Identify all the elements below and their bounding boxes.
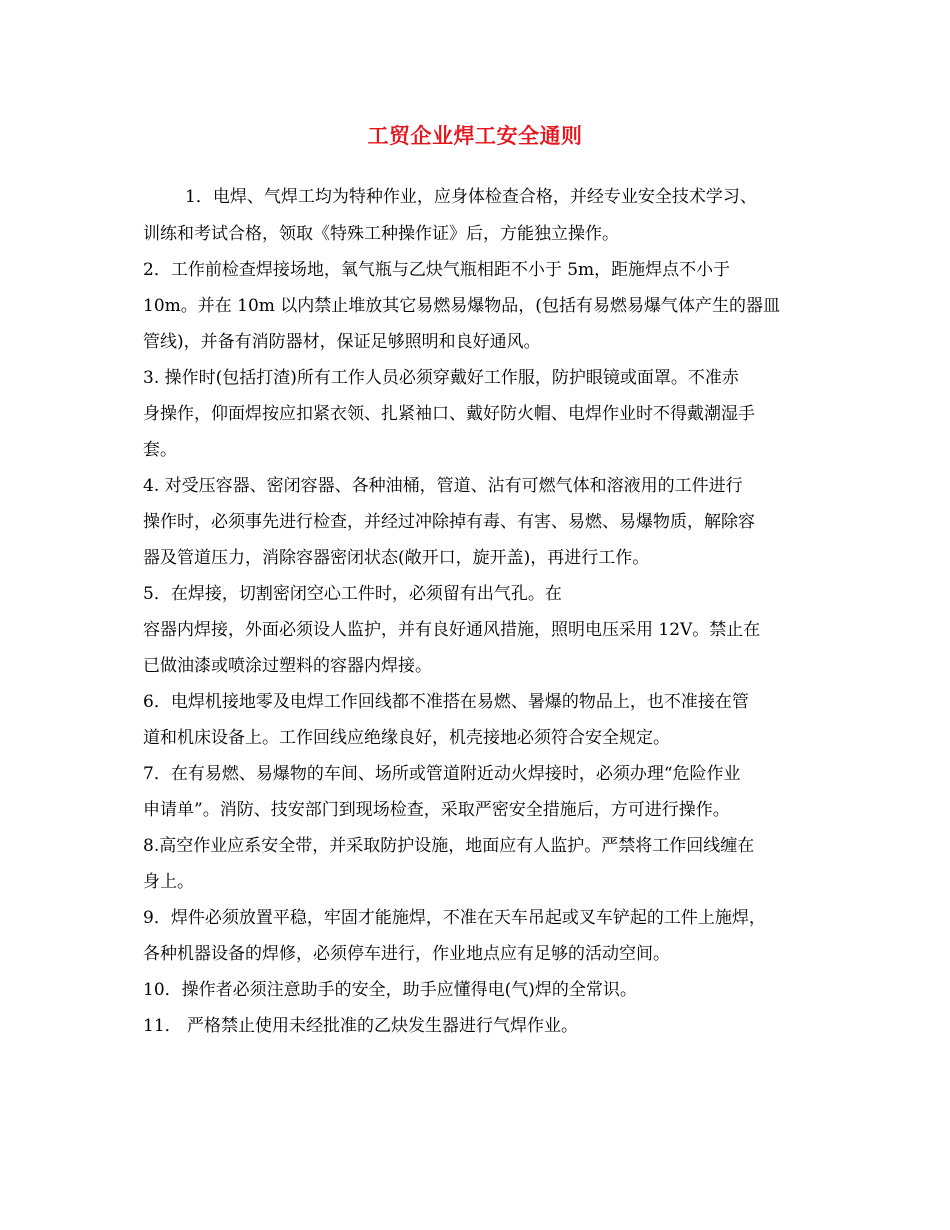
text-line: 4. 对受压容器、密闭容器、各种油桶，管道、沾有可燃气体和溶液用的工件进行 xyxy=(143,476,743,496)
text-line: 1．电焊、气焊工均为特种作业，应身体检查合格，并经专业安全技术学习、 xyxy=(185,187,757,207)
text-line: 道和机床设备上。工作回线应绝缘良好，机壳接地必须符合安全规定。 xyxy=(143,728,670,748)
text-line: 申请单”。消防、技安部门到现场检查，采取严密安全措施后，方可进行操作。 xyxy=(143,800,730,820)
text-line: 9．焊件必须放置平稳，牢固才能施焊，不准在天车吊起或叉车铲起的工件上施焊， xyxy=(143,908,766,928)
text-line: 5．在焊接，切割密闭空心工件时，必须留有出气孔。在 xyxy=(143,584,562,604)
text-line: 身上。 xyxy=(143,872,194,892)
text-line: 2．工作前检查焊接场地，氧气瓶与乙炔气瓶相距不小于 5m，距施焊点不小于 xyxy=(143,260,731,280)
document-title: 工贸企业焊工安全通则 xyxy=(367,123,583,148)
text-line: 3. 操作时(包括打渣)所有工作人员必须穿戴好工作服，防护眼镜或面罩。不准赤 xyxy=(143,368,739,388)
text-line: 各种机器设备的焊修，必须停车进行，作业地点应有足够的活动空间。 xyxy=(143,944,670,964)
text-line: 7．在有易燃、易爆物的车间、场所或管道附近动火焊接时，必须办理“危险作业 xyxy=(143,764,741,784)
text-line: 器及管道压力，消除容器密闭状态(敞开口，旋开盖)，再进行工作。 xyxy=(143,548,650,568)
text-line: 套。 xyxy=(143,440,177,460)
text-line: 11． 严格禁止使用未经批准的乙炔发生器进行气焊作业。 xyxy=(143,1016,579,1036)
text-line: 身操作，仰面焊按应扣紧衣领、扎紧袖口、戴好防火帽、电焊作业时不得戴潮湿手 xyxy=(143,404,755,424)
text-line: 10m。并在 10m 以内禁止堆放其它易燃易爆物品，(包括有易燃易爆气体产生的器皿 xyxy=(143,296,780,316)
text-line: 操作时，必须事先进行检查，并经过冲除掉有毒、有害、易燃、易爆物质，解除容 xyxy=(143,512,755,532)
text-line: 6．电焊机接地零及电焊工作回线都不准搭在易燃、暑爆的物品上，也不准接在管 xyxy=(143,692,749,712)
text-line: 8.高空作业应系安全带，并采取防护设施，地面应有人监护。严禁将工作回线缠在 xyxy=(143,836,755,856)
text-line: 已做油漆或喷涂过塑料的容器内焊接。 xyxy=(143,656,432,676)
text-line: 容器内焊接，外面必须设人监护，并有良好通风措施，照明电压采用 12V。禁止在 xyxy=(143,620,761,640)
text-line: 10．操作者必须注意助手的安全，助手应懂得电(气)焊的全常识。 xyxy=(143,980,637,1000)
text-line: 训练和考试合格，领取《特殊工种操作证》后，方能独立操作。 xyxy=(143,224,619,244)
text-line: 管线)，并备有消防器材，保证足够照明和良好通风。 xyxy=(143,332,541,352)
